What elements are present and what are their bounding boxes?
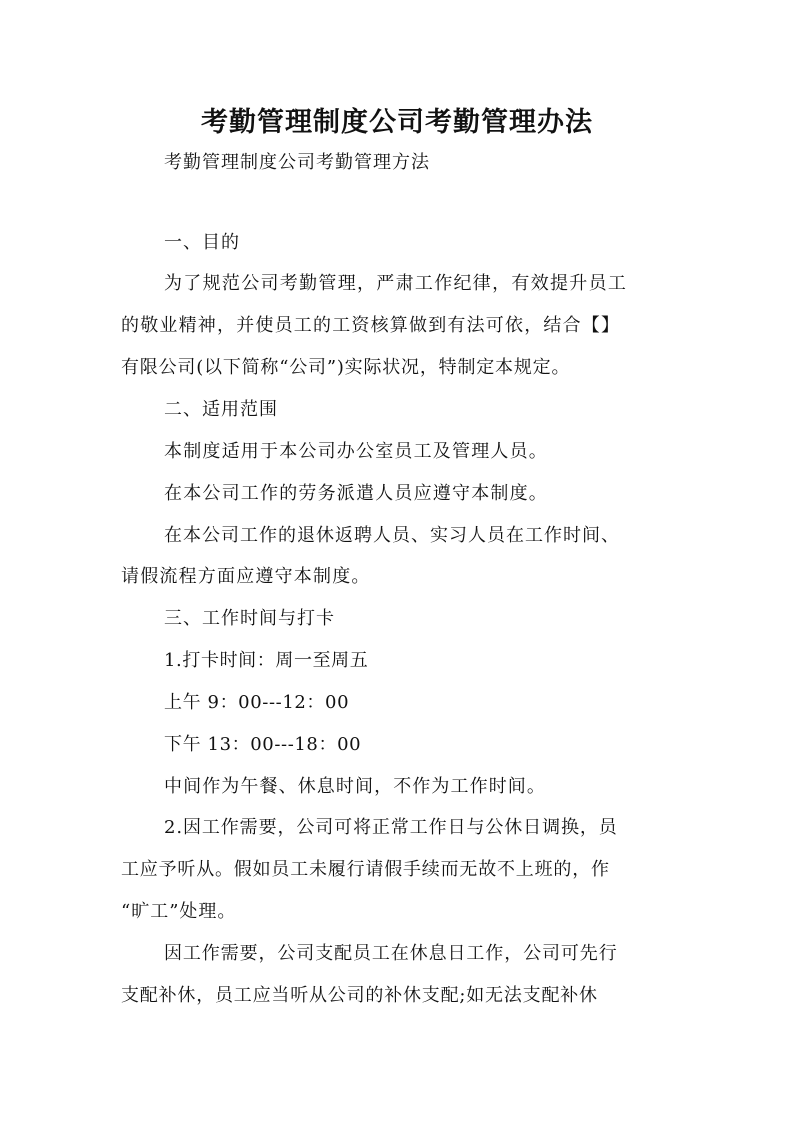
paragraph-line: 在本公司工作的退休返聘人员、实习人员在工作时间、 xyxy=(164,525,620,546)
paragraph-line: 工应予听从。假如员工未履行请假手续而无故不上班的，作 xyxy=(121,859,610,880)
document-title: 考勤管理制度公司考勤管理办法 xyxy=(201,107,593,138)
paragraph-line: 有限公司(以下简称“公司”)实际状况，特制定本规定。 xyxy=(121,357,571,378)
section-heading-work-hours: 三、工作时间与打卡 xyxy=(164,608,335,629)
section-heading-scope: 二、适用范围 xyxy=(164,399,278,420)
paragraph-line: 本制度适用于本公司办公室员工及管理人员。 xyxy=(164,441,548,462)
document-subtitle: 考勤管理制度公司考勤管理方法 xyxy=(164,152,430,173)
section-heading-purpose: 一、目的 xyxy=(164,232,240,253)
paragraph-line: 下午 13：00---18：00 xyxy=(164,734,362,755)
paragraph-line: 上午 9：00---12：00 xyxy=(164,692,350,713)
paragraph-line: 请假流程方面应遵守本制度。 xyxy=(121,566,371,587)
paragraph-line: 因工作需要，公司支配员工在休息日工作，公司可先行 xyxy=(164,943,618,964)
paragraph-line: 的敬业精神，并使员工的工资核算做到有法可依，结合【】 xyxy=(121,315,621,336)
paragraph-line: 中间作为午餐、休息时间，不作为工作时间。 xyxy=(164,776,546,797)
paragraph-line: 支配补休，员工应当听从公司的补休支配;如无法支配补休 xyxy=(121,985,598,1006)
paragraph-line: 在本公司工作的劳务派遣人员应遵守本制度。 xyxy=(164,483,548,504)
paragraph-line: 为了规范公司考勤管理，严肃工作纪律，有效提升员工 xyxy=(164,273,628,294)
paragraph-line: 1.打卡时间：周一至周五 xyxy=(164,650,369,671)
paragraph-line: 2.因工作需要，公司可将正常工作日与公休日调换，员 xyxy=(164,817,618,838)
paragraph-line: “旷工”处理。 xyxy=(121,901,237,922)
